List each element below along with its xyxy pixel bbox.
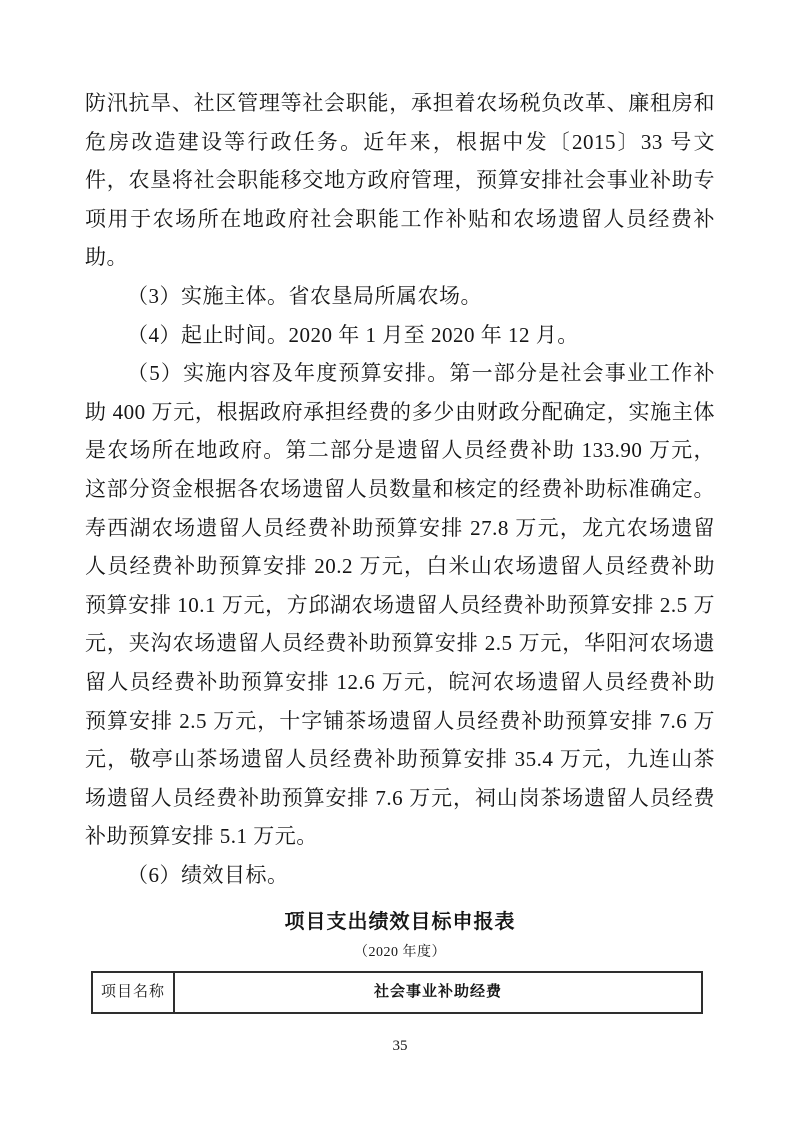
project-name-value: 社会事业补助经费 xyxy=(174,972,702,1013)
form-title: 项目支出绩效目标申报表 xyxy=(284,911,516,934)
page-number: 35 xyxy=(392,1038,408,1054)
performance-target-table xyxy=(91,971,703,1014)
paragraph-performance-target: （6）绩效目标。 xyxy=(127,862,289,887)
paragraph-time-period: （4）起止时间。2020 年 1 月至 2020 年 12 月。 xyxy=(127,322,579,347)
paragraph-implementing-body: （3）实施主体。省农垦局所属农场。 xyxy=(127,283,482,308)
paragraph-budget-arrangement: （5）实施内容及年度预算安排。第一部分是社会事业工作补助 400 万元，根据政府承担经费的多少由财政分配确定，实施主体是农场所在地政府。第二部分是遗留人员经费补助 133.90 万元，这部分资金根据各农场遗留人员数量和核定的经费补助标准确定。寿西湖农场遗留人员经费补助预算安排 27.8 万元，龙亢农场遗留人员经费补助预算安排 20.2 万元，白米山农场遗留人员经费补助预算安排 10.1 万元，方邱湖农场遗留人员经费补助预算安排 2.5 万元，夹沟农场遗留人员经费补助预算安排 2.5 万元，华阳河农场遗留人员经费补助预算安排 12.6 万元，皖河农场遗留人员经费补助预算安排 2.5 万元，十字铺茶场遗留人员经费补助预算安排 7.6 万元，敬亭山茶场遗留人员经费补助预算安排 35.4 万元，九连山茶场遗留人员经费补助预算安排 7.6 万元，祠山岗茶场遗留人员经费补助预算安排 5.1 万元。 xyxy=(85,361,715,849)
paragraph-social-functions: 防汛抗旱、社区管理等社会职能，承担着农场税负改革、廉租房和危房改造建设等行政任务。近年来，根据中发〔2015〕33 号文件，农垦将社会职能移交地方政府管理，预算安排社会事业补助专项用于农场所在地政府社会职能工作补贴和农场遗留人员经费补助。 xyxy=(85,91,715,270)
form-subtitle: （2020 年度） xyxy=(354,945,446,961)
project-name-label: 项目名称 xyxy=(92,972,174,1013)
document-body xyxy=(85,84,715,1014)
table-row xyxy=(92,972,702,1013)
